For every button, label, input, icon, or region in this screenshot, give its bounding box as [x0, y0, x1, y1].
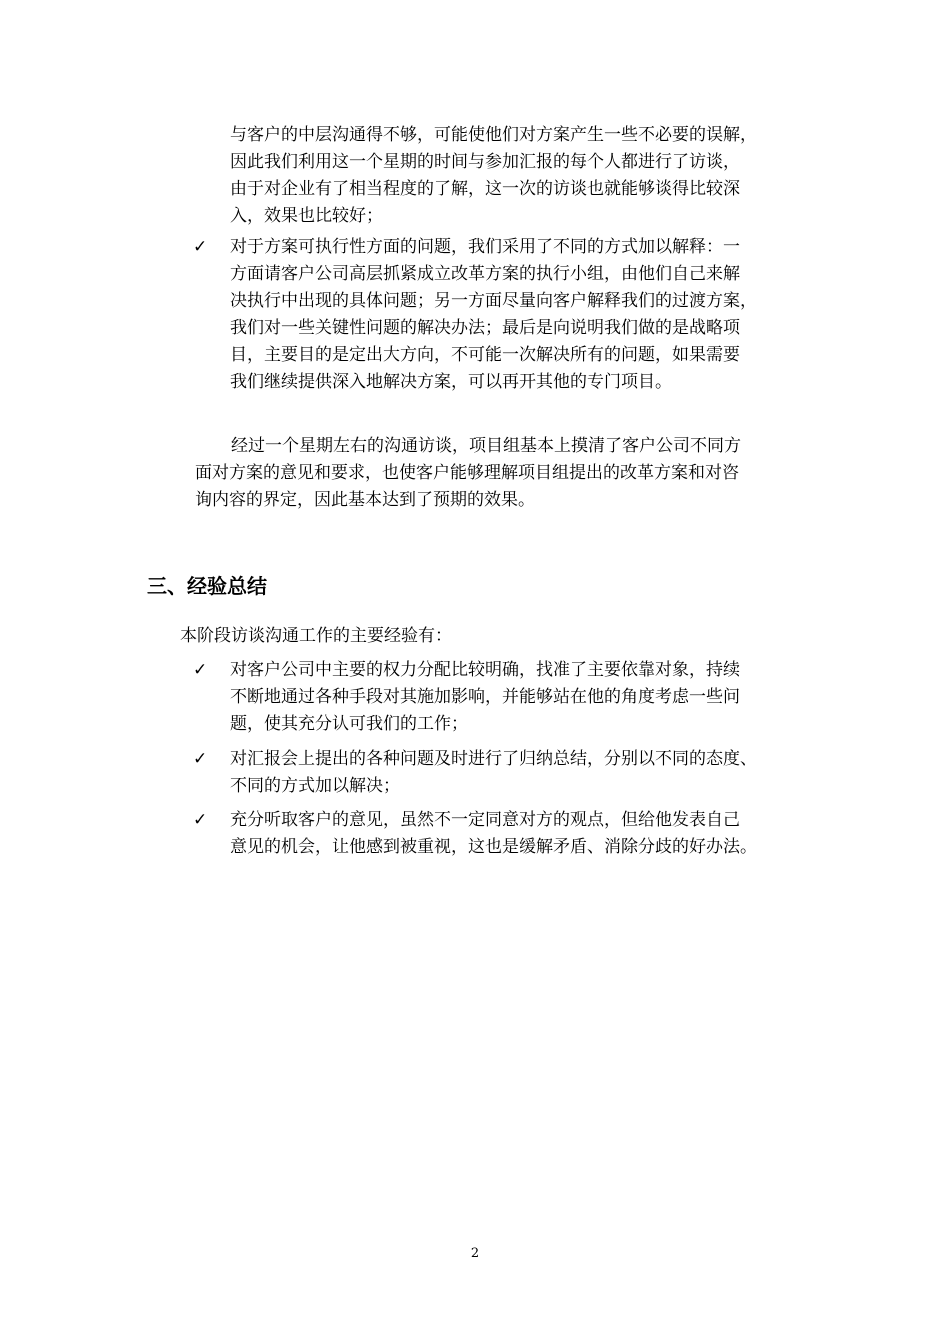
intro-text: 本阶段访谈沟通工作的主要经验有： — [180, 626, 452, 646]
bullet-line: 对客户公司中主要的权力分配比较明确，找准了主要依靠对象，持续 — [230, 660, 740, 680]
paragraph-line: 由于对企业有了相当程度的了解，这一次的访谈也就能够谈得比较深 — [230, 179, 740, 199]
checkmark-icon: ✓ — [193, 660, 208, 680]
paragraph-line: 因此我们利用这一个星期的时间与参加汇报的每个人都进行了访谈， — [230, 152, 740, 172]
bullet-line: 对于方案可执行性方面的问题，我们采用了不同的方式加以解释：一 — [230, 237, 740, 257]
bullet-line: 不同的方式加以解决； — [230, 776, 400, 796]
paragraph-line: 与客户的中层沟通得不够，可能使他们对方案产生一些不必要的误解， — [230, 125, 757, 145]
bullet-line: 意见的机会，让他感到被重视，这也是缓解矛盾、消除分歧的好办法。 — [230, 837, 757, 857]
paragraph-line: 面对方案的意见和要求，也使客户能够理解项目组提出的改革方案和对咨 — [195, 463, 739, 483]
checkmark-icon: ✓ — [193, 810, 208, 830]
bullet-line: 目，主要目的是定出大方向，不可能一次解决所有的问题，如果需要 — [230, 345, 740, 365]
bullet-line: 题，使其充分认可我们的工作； — [230, 714, 468, 734]
checkmark-icon: ✓ — [193, 237, 208, 257]
paragraph-line: 询内容的界定，因此基本达到了预期的效果。 — [195, 490, 535, 510]
paragraph-line: 入，效果也比较好； — [230, 206, 383, 226]
bullet-line: 我们对一些关键性问题的解决办法；最后是向说明我们做的是战略项 — [230, 318, 740, 338]
bullet-line: 不断地通过各种手段对其施加影响，并能够站在他的角度考虑一些问 — [230, 687, 740, 707]
bullet-line: 对汇报会上提出的各种问题及时进行了归纳总结，分别以不同的态度、 — [230, 749, 757, 769]
bullet-line: 充分听取客户的意见，虽然不一定同意对方的观点，但给他发表自己 — [230, 810, 740, 830]
page-number: 2 — [470, 1246, 480, 1261]
paragraph-line: 经过一个星期左右的沟通访谈，项目组基本上摸清了客户公司不同方 — [231, 436, 741, 456]
bullet-line: 我们继续提供深入地解决方案，可以再开其他的专门项目。 — [230, 372, 672, 392]
section-heading: 三、经验总结 — [147, 574, 267, 598]
bullet-line: 决执行中出现的具体问题；另一方面尽量向客户解释我们的过渡方案， — [230, 291, 757, 311]
checkmark-icon: ✓ — [193, 749, 208, 769]
bullet-line: 方面请客户公司高层抓紧成立改革方案的执行小组，由他们自己来解 — [230, 264, 740, 284]
